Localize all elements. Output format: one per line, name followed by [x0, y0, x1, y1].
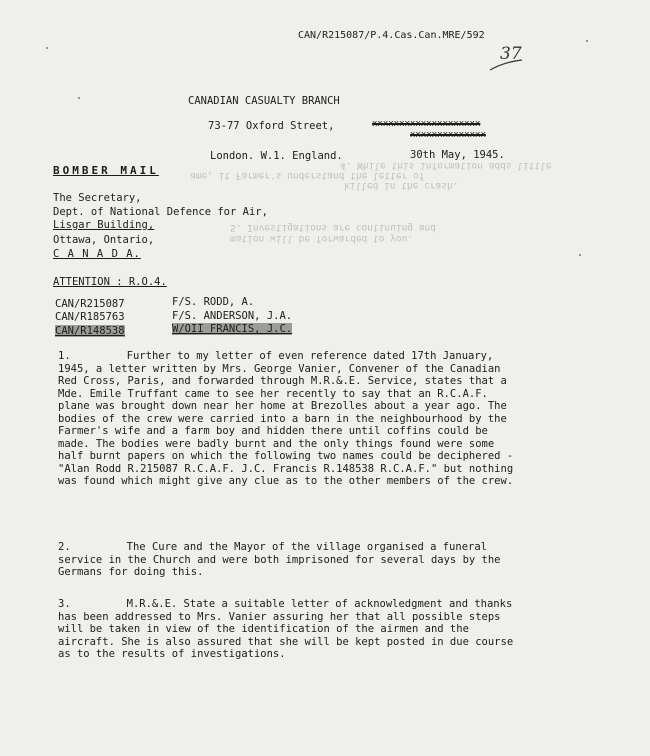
reference-person: F/S. ANDERSON, J.A.: [172, 310, 293, 322]
reference-person: W/OII FRANCIS, J.C.: [172, 323, 293, 335]
paragraph-number: 1.: [58, 350, 71, 362]
paragraph-3: [58, 598, 523, 661]
file-reference: CAN/R215087/P.4.Cas.Can.MRE/592: [298, 30, 485, 41]
struck-line-1: xxxxxxxxxxxxxxxxxxxx: [372, 119, 481, 129]
attention-line: ATTENTION : R.O.4.: [53, 276, 167, 288]
paragraph-2: [58, 541, 523, 579]
scan-speck: [78, 97, 80, 99]
branch-name: CANADIAN CASUALTY BRANCH: [188, 95, 340, 107]
city-address: London. W.1. England.: [210, 150, 343, 162]
ghost-text-line: 4. While this information adds little: [340, 160, 552, 171]
handwritten-page-number: 37: [500, 44, 522, 64]
paragraph-text: M.R.&.E. State a suitable letter of acknowledgment and thanks has been addressed to Mrs. Vanier assuring her that all possible steps will be taken in view of the identification of the airmen and the aircraft. She is also assured that she will be kept posted in due course as to the results of investigations.: [58, 598, 514, 660]
street-address: 73-77 Oxford Street,: [208, 120, 335, 132]
ghost-text-line: killed in the crash.: [344, 180, 459, 191]
paragraph-number: 2.: [58, 541, 71, 553]
ghost-text-line: ame, it Farmer's understand the letter of: [190, 170, 425, 181]
paragraph-1: [58, 350, 523, 488]
address-line: C A N A D A.: [53, 248, 141, 260]
reference-number: CAN/R148538: [55, 325, 125, 337]
reference-number: CAN/R215087: [55, 298, 125, 310]
address-line: Ottawa, Ontario,: [53, 234, 155, 246]
bomber-mail-heading: BOMBER MAIL: [53, 164, 159, 177]
scan-speck: [579, 254, 581, 256]
paragraph-number: 3.: [58, 598, 71, 610]
reference-person: F/S. RODD, A.: [172, 296, 255, 308]
struck-line-2: xxxxxxxxxxxxxx: [410, 130, 486, 140]
ghost-text-line: mation will be forwarded to you.: [230, 233, 414, 244]
address-line: Dept. of National Defence for Air,: [53, 206, 268, 218]
letter-date: 30th May, 1945.: [410, 149, 505, 161]
scan-speck: [586, 40, 588, 42]
handwritten-underline: [488, 58, 524, 74]
address-line: The Secretary,: [53, 192, 142, 204]
address-line: Lisgar Building,: [53, 219, 155, 231]
scan-speck: [46, 47, 48, 49]
paragraph-text: The Cure and the Mayor of the village organised a funeral service in the Church and were both imprisoned for several days by the Germans for doing this.: [58, 541, 501, 578]
reference-number: CAN/R185763: [55, 311, 125, 323]
ghost-text-line: 5. Investigations are continuing and: [230, 222, 436, 233]
paragraph-text: Further to my letter of even reference dated 17th January, 1945, a letter written by Mrs. George Vanier, Convener of the Canadian Red Cross, Paris, and forwarded through M.R.&.E. Service, states that a Mde. Emile Truffant came to see her recently to say that an R.C.A.F. plane was brought down near her home at Brezolles about a year ago. The bodies of the crew were carried into a barn in the neighbourhood by the Farmer's wife and a farm boy and hidden there until coffins could be made. The bodies were badly burnt and the only things found were some half burnt papers on which the following two names could be deciphered - "Alan Rodd R.215087 R.C.A.F. J.C. Francis R.148538 R.C.A.F." but nothing was found which might give any clue as to the other members of the crew.: [58, 350, 514, 487]
